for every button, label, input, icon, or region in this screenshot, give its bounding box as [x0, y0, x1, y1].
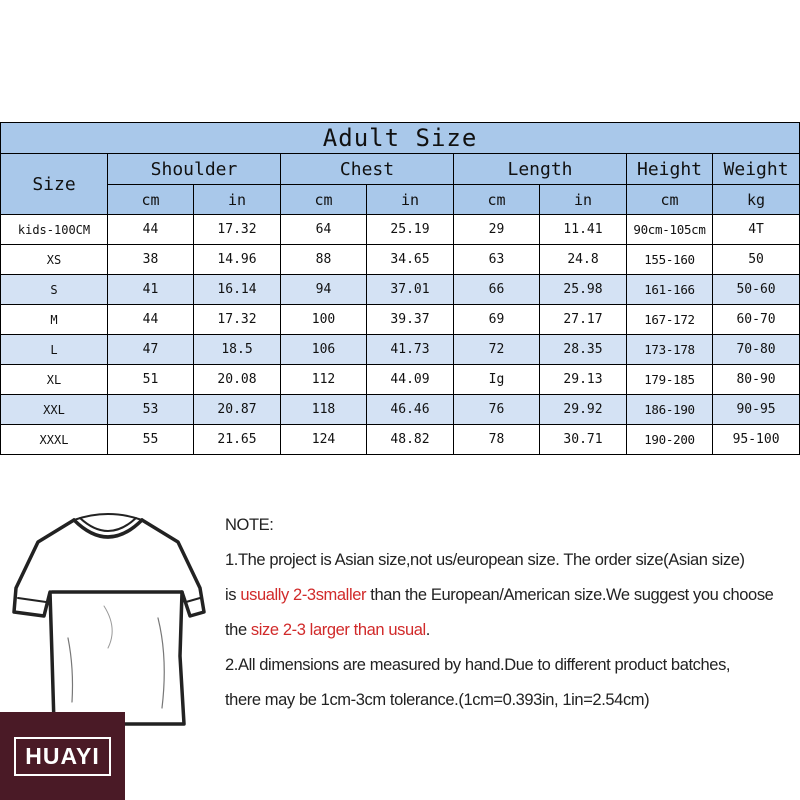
table-row	[1, 275, 800, 305]
size-cell: XS	[1, 245, 108, 275]
table-cell: 95-100	[713, 425, 800, 455]
note-text: .	[425, 621, 430, 639]
size-cell: XXL	[1, 395, 108, 425]
size-column-header: Size	[1, 154, 108, 215]
height-column-header: Height	[627, 154, 713, 185]
table-row	[1, 245, 800, 275]
length-column-header: Length	[454, 154, 627, 185]
size-cell: XL	[1, 365, 108, 395]
table-cell: 29.13	[540, 365, 627, 395]
unit-header: in	[367, 185, 454, 215]
note-line-4: 2.All dimensions are measured by hand.Due to different product batches,	[225, 656, 731, 674]
table-cell: Ig	[454, 365, 540, 395]
table-cell: 38	[108, 245, 194, 275]
size-cell: S	[1, 275, 108, 305]
table-cell: 47	[108, 335, 194, 365]
note-line-3	[225, 613, 797, 648]
unit-header: kg	[713, 185, 800, 215]
size-cell: M	[1, 305, 108, 335]
table-cell: 161-166	[627, 275, 713, 305]
table-cell: 44	[108, 215, 194, 245]
note-line-1: 1.The project is Asian size,not us/european size. The order size(Asian size)	[225, 551, 745, 569]
table-cell: 167-172	[627, 305, 713, 335]
table-cell: 112	[281, 365, 367, 395]
table-cell: 34.65	[367, 245, 454, 275]
table-cell: 41	[108, 275, 194, 305]
t-shirt-sketch-icon	[8, 488, 212, 748]
table-cell: 24.8	[540, 245, 627, 275]
note-highlight: usually 2-3smaller	[240, 586, 367, 604]
table-row	[1, 305, 800, 335]
table-cell: 90cm-105cm	[627, 215, 713, 245]
note-text: is	[225, 586, 241, 604]
table-cell: 100	[281, 305, 367, 335]
table-cell: 50	[713, 245, 800, 275]
table-cell: 41.73	[367, 335, 454, 365]
table-cell: 64	[281, 215, 367, 245]
note-text: than the European/American size.We suggest you choose	[366, 586, 774, 604]
size-chart-table	[0, 122, 800, 455]
table-cell: 48.82	[367, 425, 454, 455]
table-cell: 50-60	[713, 275, 800, 305]
table-row	[1, 335, 800, 365]
table-row	[1, 425, 800, 455]
shoulder-column-header: Shoulder	[108, 154, 281, 185]
table-cell: 29	[454, 215, 540, 245]
table-cell: 20.08	[194, 365, 281, 395]
table-cell: 37.01	[367, 275, 454, 305]
table-cell: 14.96	[194, 245, 281, 275]
table-cell: 17.32	[194, 305, 281, 335]
unit-header: cm	[627, 185, 713, 215]
table-cell: 55	[108, 425, 194, 455]
size-cell: kids-100CM	[1, 215, 108, 245]
table-row	[1, 215, 800, 245]
note-heading: NOTE:	[225, 516, 274, 534]
size-cell: L	[1, 335, 108, 365]
unit-header: in	[194, 185, 281, 215]
table-cell: 179-185	[627, 365, 713, 395]
table-cell: 106	[281, 335, 367, 365]
unit-header: cm	[454, 185, 540, 215]
unit-header: cm	[108, 185, 194, 215]
table-cell: 20.87	[194, 395, 281, 425]
table-cell: 190-200	[627, 425, 713, 455]
table-cell: 29.92	[540, 395, 627, 425]
table-cell: 76	[454, 395, 540, 425]
table-cell: 53	[108, 395, 194, 425]
brand-logo-text: HUAYI	[14, 737, 110, 776]
table-cell: 186-190	[627, 395, 713, 425]
table-cell: 94	[281, 275, 367, 305]
unit-header: in	[540, 185, 627, 215]
table-cell: 173-178	[627, 335, 713, 365]
table-cell: 63	[454, 245, 540, 275]
table-cell: 28.35	[540, 335, 627, 365]
note-line-2	[225, 578, 797, 613]
table-cell: 30.71	[540, 425, 627, 455]
table-cell: 80-90	[713, 365, 800, 395]
unit-header: cm	[281, 185, 367, 215]
table-cell: 11.41	[540, 215, 627, 245]
table-cell: 25.98	[540, 275, 627, 305]
table-cell: 78	[454, 425, 540, 455]
table-cell: 4T	[713, 215, 800, 245]
table-cell: 88	[281, 245, 367, 275]
table-cell: 25.19	[367, 215, 454, 245]
table-cell: 44.09	[367, 365, 454, 395]
table-cell: 17.32	[194, 215, 281, 245]
table-cell: 90-95	[713, 395, 800, 425]
table-row	[1, 365, 800, 395]
table-cell: 44	[108, 305, 194, 335]
weight-column-header: Weight	[713, 154, 800, 185]
size-cell: XXXL	[1, 425, 108, 455]
table-cell: 72	[454, 335, 540, 365]
table-cell: 124	[281, 425, 367, 455]
table-row	[1, 395, 800, 425]
table-cell: 60-70	[713, 305, 800, 335]
size-note	[225, 508, 797, 718]
table-cell: 51	[108, 365, 194, 395]
table-cell: 18.5	[194, 335, 281, 365]
table-cell: 39.37	[367, 305, 454, 335]
table-cell: 155-160	[627, 245, 713, 275]
table-cell: 66	[454, 275, 540, 305]
table-cell: 46.46	[367, 395, 454, 425]
brand-logo	[0, 712, 125, 800]
table-cell: 16.14	[194, 275, 281, 305]
table-title: Adult Size	[1, 123, 800, 154]
table-cell: 70-80	[713, 335, 800, 365]
table-cell: 21.65	[194, 425, 281, 455]
chest-column-header: Chest	[281, 154, 454, 185]
table-cell: 27.17	[540, 305, 627, 335]
note-highlight: size 2-3 larger than usual	[250, 621, 426, 639]
table-cell: 118	[281, 395, 367, 425]
note-line-5: there may be 1cm-3cm tolerance.(1cm=0.393in, 1in=2.54cm)	[225, 691, 650, 709]
table-cell: 69	[454, 305, 540, 335]
note-text: the	[225, 621, 251, 639]
